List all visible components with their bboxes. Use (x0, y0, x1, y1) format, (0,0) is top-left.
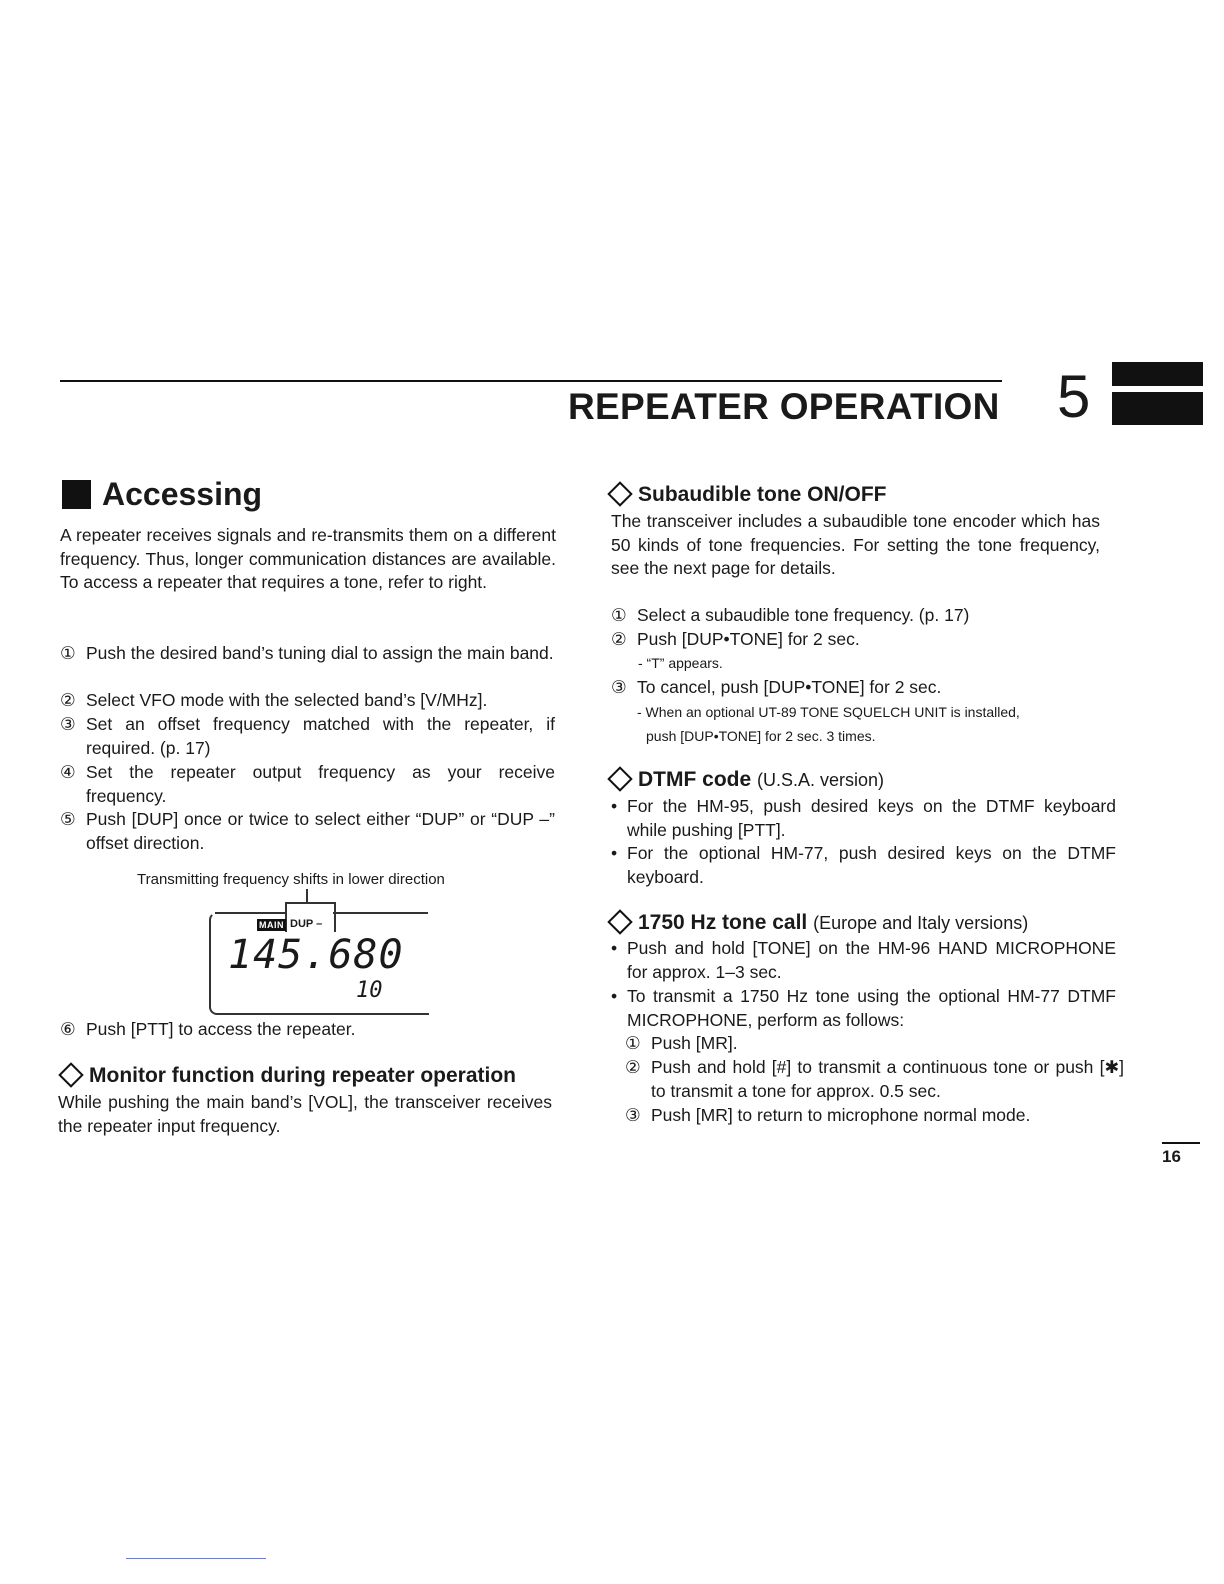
left-step-6 (60, 1018, 555, 1042)
left-step-5 (60, 808, 555, 855)
step-number: ① (60, 643, 76, 663)
bullet-icon: • (611, 796, 618, 816)
step-number: ① (625, 1033, 641, 1053)
step-number: ② (611, 629, 627, 649)
left-step-3 (60, 713, 555, 760)
step-text: Select VFO mode with the selected band’s [V/MHz]. (86, 690, 488, 710)
page-number-rule (1162, 1142, 1200, 1144)
tone1750-step-3 (625, 1104, 1124, 1128)
diamond-icon (58, 1063, 83, 1088)
bullet-text: For the HM-95, push desired keys on the DTMF keyboard while pushing [PTT]. (627, 796, 1116, 840)
step-text: Push [PTT] to access the repeater. (86, 1019, 356, 1039)
bullet-text: For the optional HM-77, push desired keys on the DTMF keyboard. (627, 843, 1116, 887)
step-number: ⑥ (60, 1019, 76, 1039)
bottom-underline-artifact (126, 1558, 266, 1559)
header-rule (60, 380, 1002, 382)
section-title (62, 476, 262, 513)
diamond-icon (607, 482, 632, 507)
step-number: ② (60, 690, 76, 710)
bullet-text: To transmit a 1750 Hz tone using the optional HM-77 DTMF MICROPHONE, perform as follows: (627, 986, 1116, 1030)
subaudible-subheading (607, 483, 887, 507)
step-number: ④ (60, 762, 76, 782)
lcd-dup-indicator: DUP – (290, 918, 323, 930)
section-square-icon (62, 480, 91, 509)
diamond-icon (607, 910, 632, 935)
left-step-4 (60, 761, 555, 808)
note-t-appears: - “T” appears. (638, 655, 723, 671)
tone1750-step-1 (625, 1032, 1124, 1056)
lcd-main-indicator: MAIN (259, 920, 284, 930)
tone1750-version-note: (Europe and Italy versions) (813, 913, 1029, 933)
step-number: ① (611, 605, 627, 625)
tone1750-step-2 (625, 1056, 1124, 1103)
step-text: Push and hold [#] to transmit a continuous tone or push [✱] to transmit a tone for approx. 0.5 sec. (651, 1057, 1124, 1101)
lcd-top-line (215, 912, 285, 914)
step-text: Set an offset frequency matched with the repeater, if required. (p. 17) (86, 714, 555, 758)
step-text: Push [MR] to return to microphone normal mode. (651, 1105, 1031, 1125)
chapter-tab-marker-bottom (1112, 392, 1203, 425)
lcd-top-line (333, 912, 428, 914)
bullet-icon: • (611, 843, 618, 863)
step-text: Push [DUP•TONE] for 2 sec. (637, 629, 860, 649)
section-title-text: Accessing (102, 476, 263, 512)
subaudible-paragraph: The transceiver includes a subaudible tone encoder which has 50 kinds of tone frequencies. For setting the tone frequency, see the next page for details. (611, 511, 1100, 578)
step-text: To cancel, push [DUP•TONE] for 2 sec. (637, 677, 942, 697)
step-number: ② (625, 1057, 641, 1077)
left-step-1 (60, 642, 555, 666)
step-number: ③ (625, 1105, 641, 1125)
dtmf-bullet-1 (611, 795, 1116, 842)
bullet-text: Push and hold [TONE] on the HM-96 HAND MICROPHONE for approx. 1–3 sec. (627, 938, 1116, 982)
note-ut89-line2: push [DUP•TONE] for 2 sec. 3 times. (646, 728, 876, 744)
monitor-subheading (58, 1064, 516, 1088)
subaudible-title: Subaudible tone ON/OFF (638, 483, 887, 506)
subaudible-step-1 (611, 604, 1107, 628)
dtmf-bullet-2 (611, 842, 1116, 889)
monitor-title: Monitor function during repeater operation (89, 1064, 516, 1087)
diamond-icon (607, 767, 632, 792)
lcd-pointer-line (306, 889, 308, 903)
step-text: Set the repeater output frequency as your receive frequency. (86, 762, 555, 806)
tone1750-subheading (607, 911, 1028, 935)
chapter-tab-marker-top (1112, 362, 1203, 386)
left-step-2 (60, 689, 555, 713)
lcd-sub-digits: 10 (356, 978, 383, 1003)
intro-paragraph: A repeater receives signals and re-transmits them on a different frequency. Thus, longer communication distances are available. To access a repeater that requires a tone, refer to right. (60, 525, 556, 592)
step-text: Select a subaudible tone frequency. (p. 17) (637, 605, 970, 625)
bullet-icon: • (611, 986, 618, 1006)
tone1750-title: 1750 Hz tone call (638, 911, 808, 934)
step-text: Push [DUP] once or twice to select either “DUP” or “DUP –” offset direction. (86, 809, 555, 853)
step-text: Push the desired band’s tuning dial to assign the main band. (86, 643, 554, 663)
dtmf-version-note: (U.S.A. version) (757, 770, 885, 790)
dtmf-subheading (607, 768, 884, 792)
chapter-number: 5 (1057, 363, 1091, 430)
lcd-caption: Transmitting frequency shifts in lower direction (137, 871, 445, 888)
page-number: 16 (1162, 1147, 1181, 1166)
step-text: Push [MR]. (651, 1033, 738, 1053)
step-number: ③ (611, 677, 627, 697)
tone1750-bullet-1 (611, 937, 1116, 984)
step-number: ⑤ (60, 809, 76, 829)
subaudible-step-3 (611, 676, 1107, 700)
monitor-paragraph: While pushing the main band’s [VOL], the transceiver receives the repeater input frequency. (58, 1092, 552, 1136)
step-number: ③ (60, 714, 76, 734)
subaudible-step-2 (611, 628, 1107, 652)
tone1750-bullet-2 (611, 985, 1116, 1032)
note-ut89-line1: - When an optional UT-89 TONE SQUELCH UNIT is installed, (637, 704, 1020, 720)
lcd-frequency-readout: 145.680 (228, 932, 404, 978)
chapter-title: REPEATER OPERATION (568, 386, 1000, 427)
dtmf-title: DTMF code (638, 768, 752, 791)
bullet-icon: • (611, 938, 618, 958)
